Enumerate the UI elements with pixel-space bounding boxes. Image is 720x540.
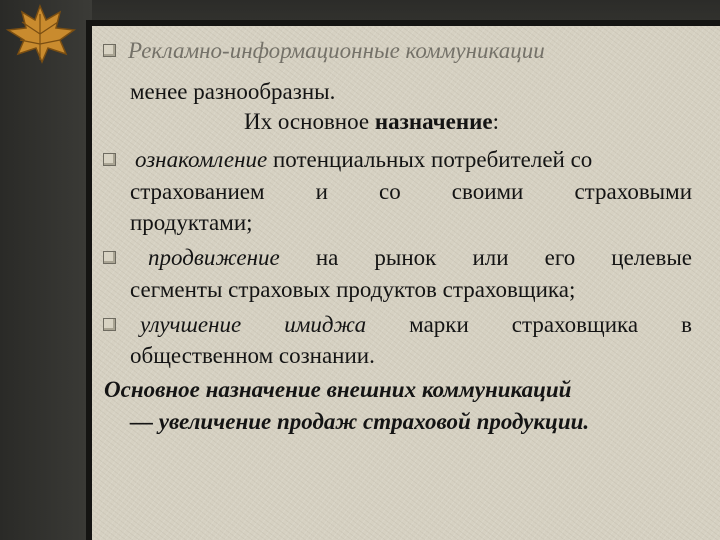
left-frame — [0, 0, 92, 540]
bullet-icon — [103, 318, 116, 331]
bullet-icon — [103, 44, 116, 57]
left-stripe — [86, 20, 92, 540]
bullet-icon — [103, 251, 116, 264]
bullet-icon — [103, 153, 116, 166]
top-stripe — [86, 20, 720, 26]
autumn-leaf-icon — [2, 0, 78, 66]
